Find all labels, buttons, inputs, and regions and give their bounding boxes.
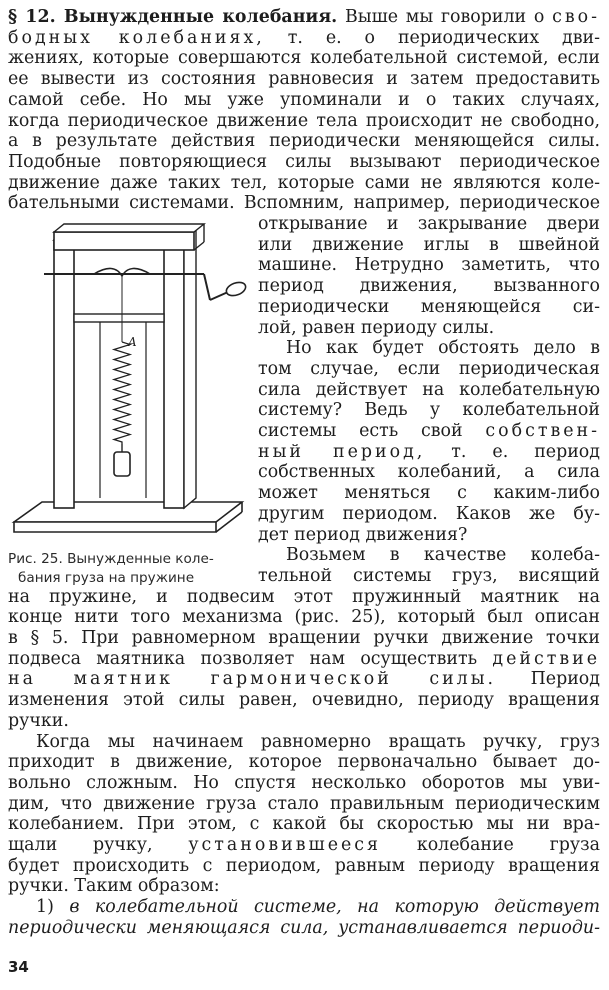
text-span: Период (496, 669, 600, 690)
text-span: систему? Ведь у колебательной (258, 400, 600, 421)
text-span: периодически меняющаяся сила, устанавливается периоди- (8, 917, 600, 938)
text-line (8, 917, 600, 939)
text-span: период движения, вызванного (258, 276, 600, 297)
text-line (8, 586, 600, 608)
text-span: установившееся (188, 835, 381, 855)
text-line (8, 855, 600, 877)
text-line (8, 875, 600, 897)
text-span: жениях, которые совершаются колебательной системой, если (8, 48, 600, 69)
text-line (36, 731, 600, 753)
text-span: тельной системы груз, висящий (258, 565, 600, 586)
text-span: на маятник гармонической силы. (8, 669, 497, 690)
text-span: дет период движения? (258, 524, 468, 545)
figure-25-illustration (4, 222, 258, 547)
text-line (258, 565, 600, 587)
text-line (286, 337, 600, 359)
text-line (8, 192, 600, 214)
text-span: колебанием. При этом, с какой бы скоростью мы ни вра- (8, 814, 600, 835)
text-span: вольно сложным. Но спустя несколько оборотов мы уви- (8, 772, 600, 793)
text-line (286, 544, 600, 566)
text-span: Выше мы говорили о (337, 7, 553, 27)
text-span: подвеса маятника позволяет нам осуществить (8, 648, 493, 669)
text-line (258, 399, 600, 421)
text-span: другим периодом. Каков же бу- (258, 503, 600, 524)
text-span: колебание груза (381, 835, 600, 855)
text-span: конце нити того механизма (рис. 25), который был описан (8, 607, 600, 628)
text-span: ручки. Таким образом: (8, 876, 220, 897)
text-span: ный период, (258, 441, 426, 462)
text-span: Но как будет обстоять дело в (286, 338, 600, 359)
text-span: открывание и закрывание двери (258, 214, 600, 234)
text-line (8, 813, 600, 835)
text-line (8, 27, 600, 49)
text-span: бодных колебаниях, (8, 27, 265, 48)
text-line (8, 834, 600, 856)
text-span: Возьмем в качестве колеба- (286, 545, 600, 566)
text-span: дим, что движение груза стало правильным периодическим (8, 793, 600, 814)
text-line (258, 441, 600, 463)
text-span: ручки. (8, 710, 69, 731)
text-line (8, 793, 600, 815)
text-line (8, 68, 600, 90)
caption-line-1: Рис. 25. Вынужденные коле- (8, 551, 214, 567)
text-line (258, 317, 600, 339)
text-line (8, 110, 600, 132)
text-line (8, 648, 600, 670)
text-span: ее вывести из состояния равновесия и затем предоставить (8, 69, 600, 90)
text-line (8, 668, 600, 690)
text-line (8, 689, 600, 711)
text-span: сила действует на колебательную (258, 379, 600, 400)
text-span: Когда мы начинаем равномерно вращать ручку, груз (36, 731, 600, 752)
text-line (36, 896, 600, 918)
text-line (8, 130, 600, 152)
figure-caption (8, 550, 258, 588)
text-line (258, 213, 600, 235)
text-span: может меняться с каким-либо (258, 483, 600, 504)
text-span: Подобные повторяющиеся силы вызывают периодическое (8, 151, 600, 172)
text-line (258, 524, 600, 546)
text-line (258, 461, 600, 483)
text-line (8, 172, 600, 194)
text-line (258, 379, 600, 401)
text-line (258, 503, 600, 525)
text-line (258, 482, 600, 504)
text-span: § 12. (8, 7, 64, 27)
text-span: машине. Нетрудно заметить, что (258, 255, 600, 276)
text-span: собственных колебаний, а сила (258, 462, 600, 483)
caption-line-2: бания груза на пружине (18, 570, 195, 586)
text-span: Вынужденные колебания. (63, 7, 338, 27)
text-line (258, 420, 600, 442)
text-span: на пружине, и подвесим этот пружинный маятник на (8, 586, 600, 607)
text-line (258, 275, 600, 297)
text-span: 1) (36, 897, 70, 918)
figure-label-a: A (128, 335, 137, 349)
page-number: 34 (8, 958, 29, 976)
text-line (8, 89, 600, 111)
text-span: в колебательной системе, на которую действует (69, 897, 600, 918)
text-span: т. е. период (425, 441, 600, 462)
text-line (258, 358, 600, 380)
text-line (8, 627, 600, 649)
text-span: или движение иглы в швейной (258, 234, 600, 255)
text-line (8, 710, 600, 732)
text-span: приходит в движение, которое первоначально бывает до- (8, 752, 600, 773)
text-span: будет происходить с периодом, равным периоду вращения (8, 855, 600, 876)
text-line (258, 234, 600, 256)
text-span: том случае, если периодическая (258, 358, 600, 379)
text-span: а в результате действия периодически меняющейся силы. (8, 131, 600, 152)
text-span: когда периодическое движение тела происходит не свободно, (8, 110, 600, 131)
text-span: собствен- (485, 421, 600, 441)
text-line (8, 606, 600, 628)
text-span: бательными системами. Вспомним, например, периодическое (8, 193, 600, 214)
text-line (258, 254, 600, 276)
text-line (8, 772, 600, 794)
text-span: движение даже таких тел, которые сами не являются коле- (8, 172, 600, 193)
text-span: самой себе. Но мы уже упоминали и о таких случаях, (8, 89, 600, 110)
text-line (8, 151, 600, 173)
text-line (8, 47, 600, 69)
text-span: лой, равен периоду силы. (258, 317, 495, 338)
text-line (8, 6, 600, 28)
text-span: в § 5. При равномерном вращении ручки движение точки (8, 628, 600, 648)
text-span: т. е. о периодических дви- (264, 27, 601, 48)
text-span: системы есть свой (258, 421, 486, 441)
text-line (8, 751, 600, 773)
text-span: сво- (552, 7, 600, 27)
text-line (258, 296, 600, 318)
text-span: действие (492, 648, 600, 669)
text-span: периодически меняющейся си- (258, 296, 600, 317)
text-span: щали ручку, (8, 835, 189, 855)
text-span: изменения этой силы равен, очевидно, периоду вращения (8, 690, 600, 711)
